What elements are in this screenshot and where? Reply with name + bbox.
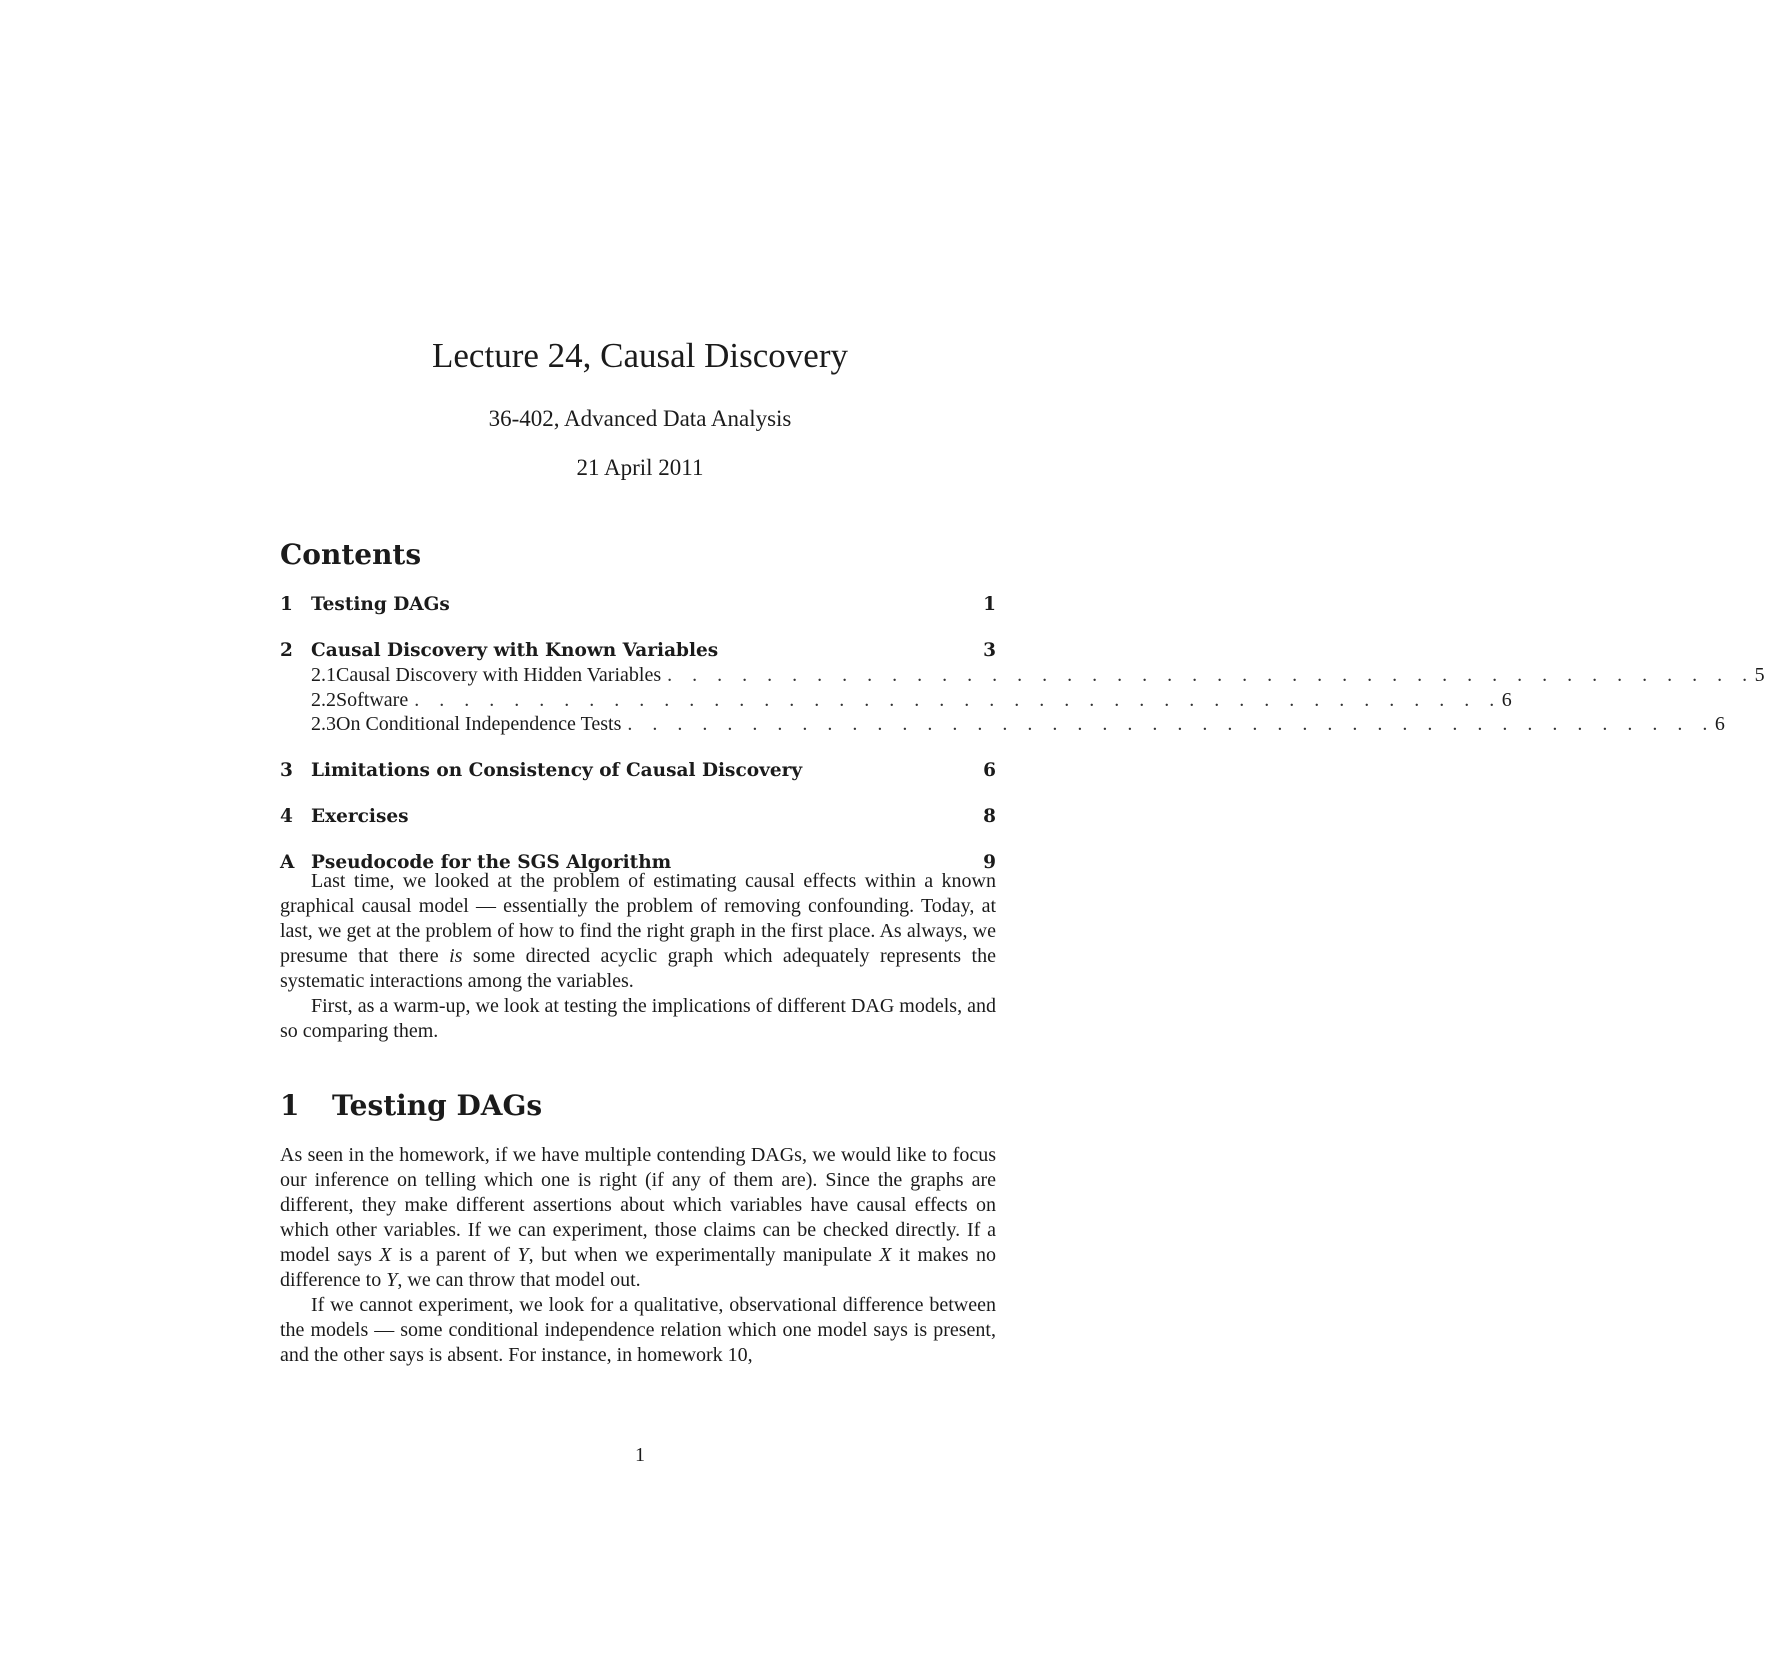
toc-entry-3[interactable] (280, 759, 996, 783)
toc-number: 2.1 (311, 664, 336, 686)
math-var: X (379, 1244, 392, 1266)
toc-label: Causal Discovery with Hidden Variables (336, 664, 662, 686)
toc-page: 3 (983, 640, 996, 661)
intro-paragraph-2: First, as a warm-up, we look at testing the implications of different DAG models, and so comparing them. (280, 995, 996, 1042)
toc-page: 8 (983, 805, 996, 827)
toc-number: 2.3 (311, 713, 336, 735)
toc-number: 2 (280, 640, 293, 661)
math-var: X (879, 1244, 892, 1266)
section-heading (280, 1089, 542, 1122)
toc-page: 6 (1714, 713, 1725, 735)
section-number: 1 (280, 1089, 300, 1122)
toc-label: Pseudocode for the SGS Algorithm (311, 851, 672, 873)
contents-heading: Contents (280, 538, 422, 571)
section-paragraph-1: As seen in the homework, if we have multiple contending DAGs, we would like to focus our inference on telling which one is right (if any of them are). Since the graphs are different, they make different assertions about which variables have causal effects on which other variables. If we can experiment, those claims can be checked directly. If a model says X is a parent of Y, but when we experimentally manipulate X it makes no difference to Y, we can throw that model out. (280, 1144, 996, 1291)
section-title: Testing DAGs (332, 1089, 543, 1122)
document-date: 21 April 2011 (576, 455, 704, 480)
toc-entry-2-1[interactable] (280, 663, 1765, 688)
section-paragraph-2: If we cannot experiment, we look for a qualitative, observational difference between the models — some conditional independence relation which one model says is present, and the other says is absent. For instance, in homework 10, (280, 1294, 996, 1366)
toc-leader-dots: . . . . . . . . . . . . . . . . . . . . . . . . . . . . . . . . . . . . . . . . . . . . (414, 688, 1502, 711)
toc-entry-2-2[interactable] (280, 688, 1512, 713)
document-title: Lecture 24, Causal Discovery (432, 336, 848, 375)
toc-number: A (280, 851, 295, 873)
intro-text (280, 869, 996, 1044)
toc-page: 1 (983, 594, 996, 615)
toc-label: Limitations on Consistency of Causal Discovery (311, 759, 803, 781)
toc-entry-2-3[interactable] (280, 712, 1725, 737)
section-1-text (280, 1143, 996, 1368)
toc-entry-1[interactable] (280, 593, 996, 617)
intro-paragraph-1: Last time, we looked at the problem of estimating causal effects within a known graphical causal model — essentially the problem of removing confounding. Today, at last, we get at the problem of how to find the right graph in the first place. As always, we presume that there is some directed acyclic graph which adequately represents the systematic interactions among the variables. (280, 870, 996, 992)
toc-label: On Conditional Independence Tests (336, 713, 622, 735)
toc-page: 6 (1501, 688, 1512, 711)
toc-label: Causal Discovery with Known Variables (311, 640, 719, 661)
page-number: 1 (635, 1444, 645, 1466)
toc-leader-dots: . . . . . . . . . . . . . . . . . . . . . . . . . . . . . . . . . . . . . . . . . . . . (627, 713, 1715, 735)
toc-page: 6 (983, 759, 996, 781)
toc-label: Exercises (311, 805, 409, 827)
toc-label: Software (336, 688, 409, 711)
toc-number: 4 (280, 805, 293, 827)
document-subtitle: 36-402, Advanced Data Analysis (488, 406, 792, 431)
math-var: Y (386, 1269, 398, 1291)
emphasis: is (449, 945, 463, 967)
toc-number: 3 (280, 759, 293, 781)
toc-page: 9 (983, 851, 996, 873)
toc-label: Testing DAGs (311, 594, 450, 615)
toc-number: 2.2 (311, 688, 336, 711)
math-var: Y (517, 1244, 529, 1266)
toc-page: 5 (1754, 664, 1765, 686)
toc-entry-2[interactable] (280, 639, 996, 663)
toc-entry-4[interactable] (280, 805, 996, 829)
table-of-contents (280, 593, 1765, 875)
toc-number: 1 (280, 594, 293, 615)
toc-leader-dots: . . . . . . . . . . . . . . . . . . . . . . . . . . . . . . . . . . . . . . . . . . . . (667, 664, 1755, 686)
